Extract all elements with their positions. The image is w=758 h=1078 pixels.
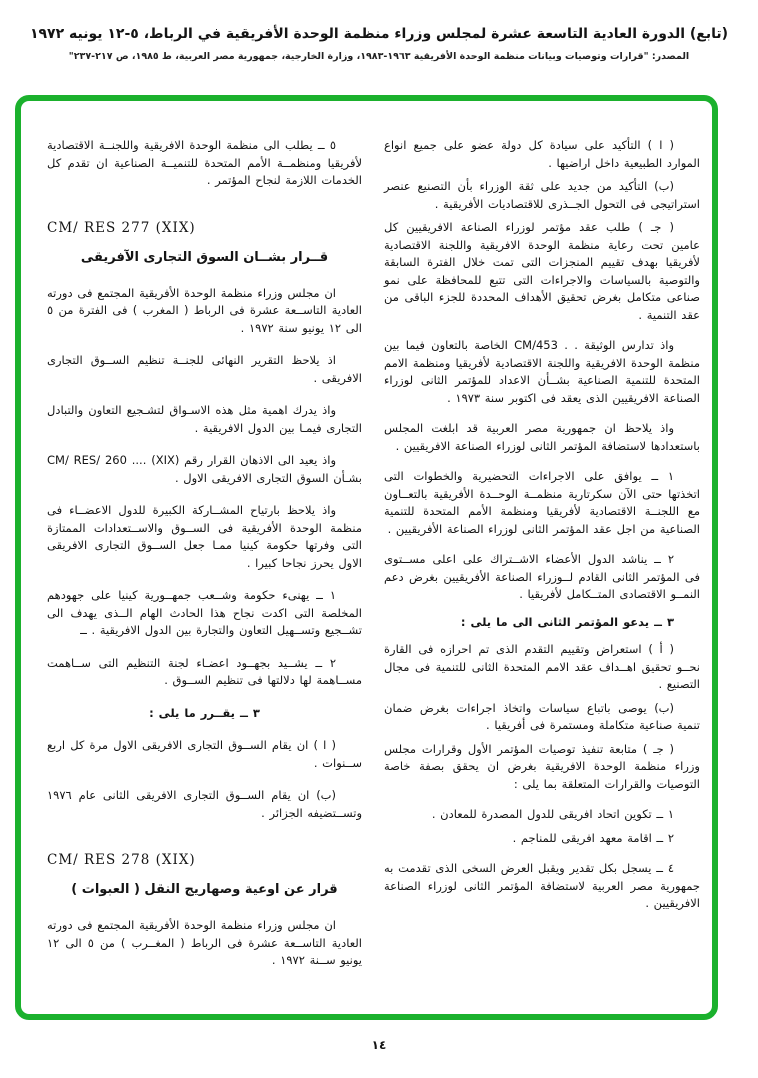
paragraph: ( جـ ) طلب عقد مؤتمر لوزراء الصناعة الافريقيين كل عامين تحت رعاية منظمة الوحدة الافريقية واللجنة الاقتصادية لأفريقيا بهدف تقييم المنجزات التى تمت خلال الفترة السابقة والتوصية بالسياسات والاجراءات التى تتبع للمحافظة على نمو صناعى متكامل بغرض تحقيق الأهداف المحددة للجزء الباقى من عقد التنمية . <box>384 220 700 322</box>
paragraph: ٥ ــ يطلب الى منظمة الوحدة الافريقية واللجنــة الاقتصادية لأفريقيا ومنظمــة الأمم المتحدة للتنميــة الصناعية ان تقدم كل الخدمات اللازمة لنجاح المؤتمر . <box>47 138 362 187</box>
clause-heading: ٣ ــ يقــرر ما يلى : <box>149 705 260 720</box>
page-header <box>0 0 758 62</box>
green-border-frame <box>15 95 718 1020</box>
resolution-title: قــرار بشــان السوق التجارى الآفريقى <box>80 249 329 265</box>
list-item: ٢ ــ اقامة معهد افريقى للمناجم . <box>512 830 674 845</box>
paragraph: ان مجلس وزراء منظمة الوحدة الأفريقية المجتمع فى دورته العادية التاســعة عشرة فى الرباط ( المغرب ) فى الفترة من ٥ الى ١٢ يونيو سنة ١٩٧٢ . <box>47 285 362 335</box>
list-item: ١ ــ تكوين اتحاد افريقى للدول المصدرة للمعادن . <box>431 807 674 821</box>
paragraph: ( أ ) استعراض وتقييم التقدم الذى تم احرازه فى القارة نحــو تحقيق اهــداف عقد الامم المتحدة الثانى للتنمية فى مجال التصنيع . <box>384 642 700 691</box>
session-title: (تابع) الدورة العادية التاسعة عشرة لمجلس وزراء منظمة الوحدة الأفريقية في الرباط، ٥-١٢ يونيه ١٩٧٢ <box>29 26 729 42</box>
paragraph: ١ ــ يوافق على الاجراءات التحضيرية والخطوات التى اتخذتها حتى الآن سكرتارية منظمــة الوحــدة الأفريقية بالتعــاون مع اللجنــة الاقتصادية لأفريقيا ومنظمة الأمم المتحدة للتنمية الصناعية من اجل عقد المؤتمر الثانى لوزراء الصناعة الأفريقيين . <box>384 469 700 536</box>
page-number: ١٤ <box>371 1038 387 1052</box>
paragraph: واذ تدارس الوثيقة . . CM/453 الخاصة بالتعاون فيما بين منظمة الوحدة الافريقية واللجنة الاقتصادية لأفريقيا ومنظمة الامم المتحدة للتنمية الصناعية بشــأن الاعداد للمؤتمر الثانى لوزراء الصناعة الافريقيين الذى يعقد فى اكتوبر سنة ١٩٧٣ . <box>384 338 700 405</box>
resolution-code: CM/ RES 277 (XIX) <box>47 219 196 236</box>
paragraph: (ب) التأكيد من جديد على ثقة الوزراء بأن التصنيع عنصر استراتيجى فى التحول الجــذرى للاقتصاديات الأفريقية . <box>384 179 700 211</box>
paragraph: ٢ ــ يشــيد بجهــود اعضـاء لجنة التنظيم التى ســاهمت مســاهمة لها دلالتها فى تنظيم الســوق . <box>47 655 362 687</box>
resolution-title: قرار عن اوعية وصهاريج النقل ( العبوات ) <box>71 882 338 897</box>
resolution-code: CM/ RES 278 (XIX) <box>47 852 196 868</box>
paragraph: ١ ــ يهنىء حكومة وشــعب جمهــورية كينيا على جهودهم المخلصة التى اكدت نجاح هذا الحادث الهام الــذى يهدف الى تشــجيع وتســهيل التعاون والتجارة بين الدول الافريقية . ــ <box>47 588 362 637</box>
list-item: (ب) ان يقام الســوق التجارى الافريقى الثانى عام ١٩٧٦ وتســتضيفه الجزائر . <box>47 788 362 820</box>
list-item: ( ا ) ان يقام الســوق التجارى الافريقى الاول مرة كل اربع ســنوات . <box>47 738 362 770</box>
paragraph: اذ يلاحظ التقرير النهائى للجنــة تنظيم الســوق التجارى الافريقى . <box>47 353 362 385</box>
paragraph: ( ا ) التأكيد على سيادة كل دولة عضو على جميع انواع الموارد الطبيعية داخل اراضيها . <box>384 138 700 170</box>
paragraph: واذ يلاحظ بارتياح المشــاركة الكبيرة للدول الاعضــاء فى منظمة الوحدة الأفريقية فى الســوق والاســتعدادات الممتازة التى وفرتها حكومة كينيا ممـا جعل الســوق التجارى الافريقى الاول يحرز نجاحا كبيرا . <box>47 503 362 570</box>
column-left <box>47 137 362 985</box>
paragraph: ٢ ــ يناشد الدول الأعضاء الاشــتراك على اعلى مســتوى فى المؤتمر الثانى القادم لــوزراء الصناعة الأفريقيين بغرض دعم النمــو الاقتصادى المتــكامل لأفريقيا . <box>384 552 700 601</box>
paragraph: واذ يعيد الى الاذهان القرار رقم CM/ RES/ 260 .... (XIX) بشـأن السوق التجارى الافريقى الاول . <box>47 453 362 485</box>
document-content <box>21 101 712 1003</box>
paragraph: (ب) يوصى باتباع سياسات واتخاذ اجراءات بغرض ضمان تنمية صناعية متكاملة ومستمرة فى أفريقيا . <box>384 700 700 732</box>
paragraph: واذ يلاحظ ان جمهورية مصر العربية قد ابلغت المجلس باستعدادها لاستضافة المؤتمر الثانى لوزراء الصناعة الافريقيين . <box>384 421 700 453</box>
paragraph: ان مجلس وزراء منظمة الوحدة الأفريقية المجتمع فى دورته العادية التاســعة عشرة فى الرباط ( المغــرب ) من ٥ الى ١٢ يونيو ســنة ١٩٧٢ . <box>47 918 362 967</box>
paragraph: واذ يدرك اهمية مثل هذه الاسـواق لتشـجيع التعاون والتبادل التجارى فيمـا بين الدول الافريقية . <box>47 403 362 435</box>
paragraph: ( جـ ) متابعة تنفيذ توصيات المؤتمر الأول وقرارات مجلس وزراء منظمة الوحدة الافريقية بغرض ان يحقق بصفة خاصة التوصيات والقرارات المتعلقة بما يلى : <box>384 741 700 791</box>
source-citation: المصدر: "قرارات وتوصيات وبيانات منظمة الوحدة الأفريقية ١٩٦٣-١٩٨٣، وزارة الخارجية، جمهورية مصر العربية، ط ١٩٨٥، ص ٢١٧-٢٣٧" <box>68 51 690 62</box>
paragraph: ٤ ــ يسجل بكل تقدير ويقبل العرض السخى الذى تقدمت به جمهورية مصر العربية لاستضافة المؤتمر الثانى لوزراء الصناعة الافريقيين . <box>384 861 700 910</box>
column-right <box>384 137 700 919</box>
clause-heading: ٣ ــ يدعو المؤتمر الثانى الى ما يلى : <box>460 614 674 629</box>
